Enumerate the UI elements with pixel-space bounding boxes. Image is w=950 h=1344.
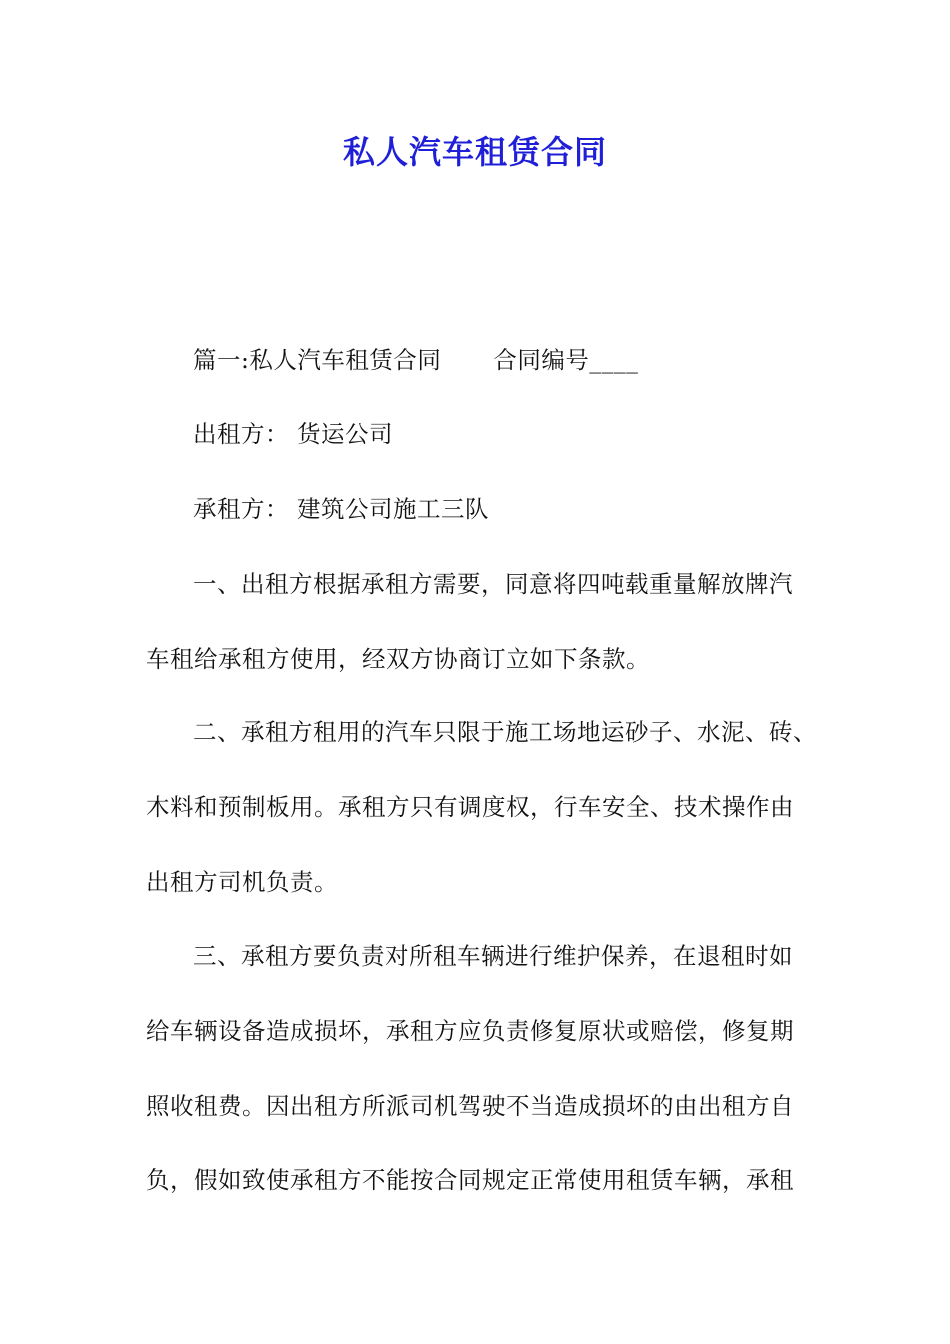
header-line [193,345,638,375]
paragraph-line: 三、承租方要负责对所租车辆进行维护保养，在退租时如 [193,942,793,970]
lessee-line: 承租方： 建筑公司施工三队 [193,495,489,523]
paragraph-line: 出租方司机负责。 [146,868,338,896]
paragraph-line: 木料和预制板用。承租方只有调度权，行车安全、技术操作由 [146,793,794,821]
paragraph-line: 一、出租方根据承租方需要，同意将四吨载重量解放牌汽 [193,570,793,598]
paragraph-line: 给车辆设备造成损坏，承租方应负责修复原状或赔偿，修复期 [146,1017,794,1045]
contract-number: 合同编号____ [493,346,639,374]
paragraph-line: 照收租费。因出租方所派司机驾驶不当造成损坏的由出租方自 [146,1092,794,1120]
document-title: 私人汽车租赁合同 [342,133,607,171]
paragraph-line: 车租给承租方使用，经双方协商订立如下条款。 [146,645,650,673]
article-heading: 篇一:私人汽车租赁合同 [193,346,442,374]
paragraph-line: 负，假如致使承租方不能按合同规定正常使用租赁车辆，承租 [146,1166,794,1194]
lessor-line: 出租方： 货运公司 [193,420,393,448]
paragraph-line: 二、承租方租用的汽车只限于施工场地运砂子、水泥、砖、 [193,718,817,746]
